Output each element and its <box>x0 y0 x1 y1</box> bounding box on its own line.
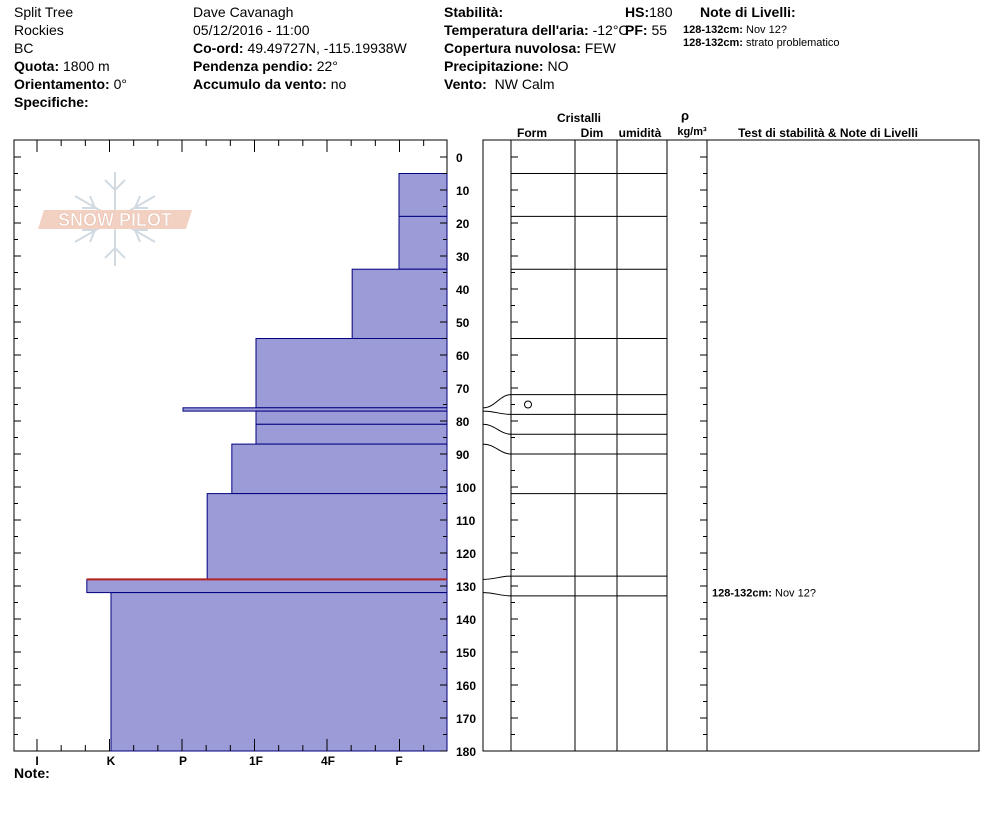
depth-tick-label: 0 <box>456 151 463 165</box>
crystal-panel <box>483 140 979 751</box>
density-header: kg/m³ <box>677 126 707 138</box>
depth-tick-label: 180 <box>456 745 477 759</box>
depth-tick-label: 10 <box>456 184 470 198</box>
rho-header: ρ <box>680 108 690 123</box>
boundary-connector <box>483 424 511 434</box>
layer-note: 128-132cm: Nov 12? <box>683 24 787 36</box>
hardness-tick-label: P <box>178 754 188 768</box>
crystal-frame <box>483 140 979 751</box>
coordinates: Co-ord: 49.49727N, -115.19938W <box>193 40 407 56</box>
observation-datetime: 05/12/2016 - 11:00 <box>193 22 310 38</box>
depth-tick-label: 20 <box>456 217 470 231</box>
aspect: Orientamento: 0° <box>14 76 127 92</box>
layer-note: 128-132cm: strato problematico <box>683 37 840 49</box>
hardness-tick-label: K <box>106 754 116 768</box>
site-name: Split Tree <box>14 4 74 20</box>
boundary-connector <box>483 576 511 579</box>
slope-angle: Pendenza pendio: 22° <box>193 58 338 74</box>
depth-tick-label: 50 <box>456 316 470 330</box>
snow-layer <box>256 339 447 408</box>
stability-notes-header: Test di stabilità & Note di Livelli <box>738 126 918 140</box>
depth-tick-label: 130 <box>456 580 477 594</box>
crystals-header: Cristalli <box>556 111 602 125</box>
snow-layer <box>87 579 447 592</box>
hardness-tick-label: 4F <box>320 754 336 768</box>
cloud-cover: Copertura nuvolosa: FEW <box>444 40 616 56</box>
boundary-connector <box>483 444 511 454</box>
depth-tick-label: 70 <box>456 382 470 396</box>
stability: Stabilità: <box>444 4 504 20</box>
depth-tick-label: 120 <box>456 547 477 561</box>
hardness-tick-label: I <box>35 754 39 768</box>
mountain-range: Rockies <box>14 22 64 38</box>
depth-tick-label: 170 <box>456 712 477 726</box>
size-header: Dim <box>580 126 604 140</box>
depth-axis <box>456 151 476 759</box>
layer-notes-title: Note di Livelli: <box>700 4 796 20</box>
snow-layer <box>232 444 447 494</box>
snow-layer <box>256 424 447 444</box>
air-temperature: Temperatura dell'aria: -12°C <box>444 22 629 38</box>
boundary-connector <box>483 411 511 414</box>
depth-tick-label: 60 <box>456 349 470 363</box>
hardness-axis <box>35 754 402 768</box>
crystal-form-symbol <box>525 401 532 408</box>
specifics: Specifiche: <box>14 94 89 110</box>
form-header: Form <box>517 126 547 140</box>
wind-loading: Accumulo da vento: no <box>193 76 347 92</box>
snow-height: HS:180 <box>625 4 673 20</box>
snow-layer <box>399 174 447 217</box>
snow-layer <box>399 216 447 269</box>
depth-tick-label: 110 <box>456 514 476 528</box>
precipitation: Precipitazione: NO <box>444 58 569 74</box>
depth-tick-label: 30 <box>456 250 470 264</box>
layer-annotation: 128-132cm: Nov 12? <box>712 587 816 600</box>
observer-name: Dave Cavanagh <box>193 4 294 20</box>
depth-tick-label: 40 <box>456 283 470 297</box>
depth-tick-label: 90 <box>456 448 470 462</box>
moisture-header: umidità <box>618 126 662 140</box>
hardness-tick-label: 1F <box>248 754 264 768</box>
depth-tick-label: 140 <box>456 613 477 627</box>
hardness-tick-label: F <box>395 754 403 768</box>
elevation: Quota: 1800 m <box>14 58 110 74</box>
snowpilot-logo <box>38 172 192 266</box>
snow-layer <box>352 269 447 338</box>
boundary-connector <box>483 395 511 408</box>
logo-text: SNOW PILOT <box>58 210 172 230</box>
hardness-panel <box>14 140 447 751</box>
state: BC <box>14 40 34 56</box>
snow-layer <box>256 411 447 424</box>
wind: Vento: NW Calm <box>444 76 555 92</box>
boundary-connector <box>483 593 511 596</box>
depth-tick-label: 100 <box>456 481 477 495</box>
snow-layer <box>207 494 447 580</box>
foot-penetration: PF: 55 <box>625 22 668 38</box>
notes-label: Note: <box>14 765 50 781</box>
depth-tick-label: 80 <box>456 415 470 429</box>
snow-layer <box>111 593 447 751</box>
depth-tick-label: 150 <box>456 646 477 660</box>
depth-tick-label: 160 <box>456 679 477 693</box>
